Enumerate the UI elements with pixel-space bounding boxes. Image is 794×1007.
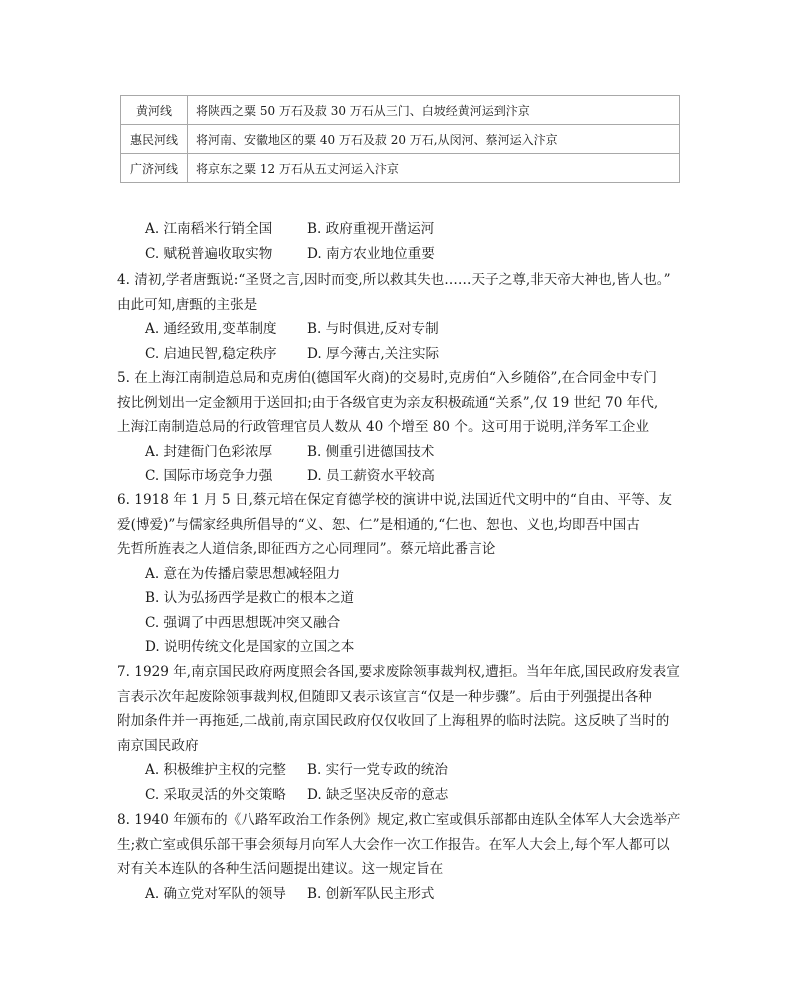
option-b[interactable]: B. 创新军队民主形式 [307,885,435,902]
option-d[interactable]: D. 说明传统文化是国家的立国之本 [145,639,355,655]
option-d[interactable]: D. 厚今薄古,关注实际 [307,345,440,362]
option-c[interactable]: C. 强调了中西思想既冲突又融合 [145,614,341,631]
canal-routes-table [120,95,680,183]
question-4 [117,268,697,366]
option-b[interactable]: B. 认为弘扬西学是救亡的根本之道 [145,590,354,606]
option-a[interactable]: A. 意在为传播启蒙思想减轻阻力 [145,565,341,582]
question-text: 对有关本连队的各种生活问题提出建议。这一规定旨在 [117,861,444,877]
question-3 [117,217,697,266]
question-text: 6. 1918 年 1 月 5 日,蔡元培在保定育德学校的演讲中说,法国近代文明中的“自由、平等、友 [117,492,672,508]
question-text: 5. 在上海江南制造总局和克虏伯(德国军火商)的交易时,克虏伯“入乡随俗”,在合同金中专门 [117,370,657,386]
question-text: 附加条件并一再拖延,二战前,南京国民政府仅仅收回了上海租界的临时法院。这反映了当时的 [117,713,670,729]
question-text: 先哲所旌表之人道信条,即征西方之心同理同”。蔡元培此番言论 [117,541,496,557]
option-c[interactable]: C. 国际市场竞争力强 [145,468,273,484]
route-description: 将京东之粟 12 万石从五丈河运入汴京 [188,154,680,183]
table-row [121,154,680,183]
option-b[interactable]: B. 侧重引进德国技术 [307,443,435,460]
route-name: 惠民河线 [121,125,188,154]
route-description: 将陕西之粟 50 万石及菽 30 万石从三门、白坡经黄河运到汴京 [188,96,680,125]
question-6 [117,488,697,660]
option-a[interactable]: A. 确立党对军队的领导 [145,885,286,902]
question-text: 爱(博爱)”与儒家经典所倡导的“义、恕、仁”是相通的,“仁也、恕也、义也,均即吾中国古 [117,516,640,533]
option-b[interactable]: B. 与时俱进,反对专制 [307,321,439,337]
option-a[interactable]: A. 封建衙门色彩浓厚 [145,443,273,460]
option-c[interactable]: C. 采取灵活的外交策略 [145,786,286,803]
option-d[interactable]: D. 南方农业地位重要 [307,245,435,262]
question-text: 生;救亡室或俱乐部干事会须每月向军人大会作一次工作报告。在军人大会上,每个军人都可以 [117,836,670,853]
option-a[interactable]: A. 积极维护主权的完整 [145,762,286,778]
question-7 [117,660,697,807]
option-a[interactable]: A. 江南稻米行销全国 [145,221,273,237]
options-row [117,464,697,489]
question-text: 按比例划出一定金额用于送回扣;由于各级官吏为亲友积极疏通“关系”,仅 19 世纪 70 年代, [117,394,659,411]
question-text: 8. 1940 年颁布的《八路军政治工作条例》规定,救亡室或俱乐部都由连队全体军人大会选举产 [117,812,681,828]
option-c[interactable]: C. 赋税普遍收取实物 [145,245,273,262]
option-c[interactable]: C. 启迪民智,稳定秩序 [145,345,277,362]
route-name: 广济河线 [121,154,188,183]
options-row [117,758,697,783]
option-b[interactable]: B. 实行一党专政的统治 [307,762,448,778]
option-a[interactable]: A. 通经致用,变革制度 [145,321,277,337]
options-row [117,242,697,267]
table-row [121,96,680,125]
question-text: 7. 1929 年,南京国民政府两度照会各国,要求废除领事裁判权,遭拒。当年年底,国民政府发表宣 [117,664,680,680]
question-text: 言表示次年起废除领事裁判权,但随即又表示该宣言“仅是一种步骤”。后由于列强提出各种 [117,688,652,705]
question-5 [117,366,697,489]
options-row [117,342,697,367]
options-row [117,317,697,342]
option-d[interactable]: D. 员工薪资水平较高 [307,468,435,484]
options-row [117,440,697,465]
question-text: 由此可知,唐甄的主张是 [117,296,258,313]
table-row [121,125,680,154]
options-row [117,783,697,808]
options-row [117,882,697,907]
options-row [117,217,697,242]
route-description: 将河南、安徽地区的粟 40 万石及菽 20 万石,从闵河、蔡河运入汴京 [188,125,680,154]
route-name: 黄河线 [121,96,188,125]
option-d[interactable]: D. 缺乏坚决反帝的意志 [307,786,449,803]
question-text: 4. 清初,学者唐甄说:“圣贤之言,因时而变,所以救其失也……天子之尊,非天帝大神也,皆人也。” [117,272,671,288]
option-b[interactable]: B. 政府重视开凿运河 [307,221,435,237]
question-text: 南京国民政府 [117,737,199,754]
question-8 [117,808,697,906]
question-text: 上海江南制造总局的行政管理官员人数从 40 个增至 80 个。这可用于说明,洋务军工企业 [117,419,649,435]
